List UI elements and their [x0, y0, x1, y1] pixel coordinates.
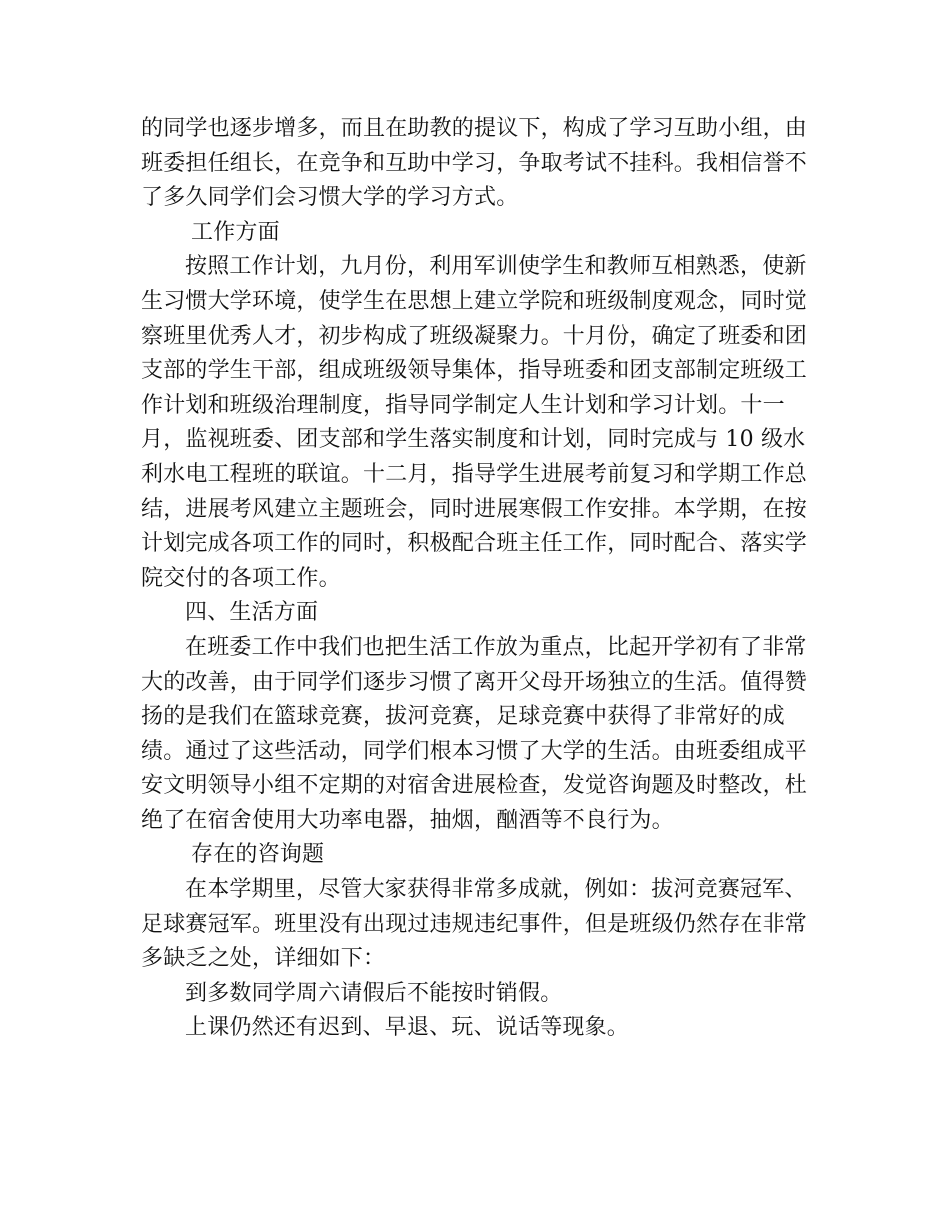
paragraph-work: 按照工作计划，九月份，利用军训使学生和教师互相熟悉，使新生习惯大学环境，使学生在思想上建立学院和班级制度观念，同时觉察班里优秀人才，初步构成了班级凝聚力。十月份，确定了班委和团支部的学生干部，组成班级领导集体，指导班委和团支部制定班级工作计划和班级治理制度，指导同学制定人生计划和学习计划。十一月，监视班委、团支部和学生落实制度和计划，同时完成与 10 级水利水电工程班的联谊。十二月，指导学生进展考前复习和学期工作总结，进展考风建立主题班会，同时进展寒假工作安排。本学期，在按计划完成各项工作的同时，积极配合班主任工作，同时配合、落实学院交付的各项工作。 [141, 254, 808, 591]
paragraph-problem-item-2: 上课仍然还有迟到、早退、玩、说话等现象。 [185, 1015, 630, 1041]
paragraph-problems: 在本学期里，尽管大家获得非常多成就，例如：拔河竞赛冠军、足球赛冠军。班里没有出现过违规违纪事件，但是班级仍然存在非常多缺乏之处，详细如下： [141, 877, 808, 972]
paragraph-problem-item-1: 到多数同学周六请假后不能按时销假。 [185, 980, 563, 1006]
section-heading-work: 工作方面 [191, 219, 280, 245]
section-heading-problems: 存在的咨询题 [191, 842, 325, 868]
section-heading-life: 四、生活方面 [185, 600, 319, 626]
paragraph-life: 在班委工作中我们也把生活工作放为重点，比起开学初有了非常大的改善，由于同学们逐步习惯了离开父母开场独立的生活。值得赞扬的是我们在篮球竞赛，拔河竞赛，足球竞赛中获得了非常好的成绩。通过了这些活动，同学们根本习惯了大学的生活。由班委组成平安文明领导小组不定期的对宿舍进展检查，发觉咨询题及时整改，杜绝了在宿舍使用大功率电器，抽烟，酗酒等不良行为。 [141, 634, 808, 833]
paragraph-continuation: 的同学也逐步增多，而且在助教的提议下，构成了学习互助小组，由班委担任组长，在竞争和互助中学习，争取考试不挂科。我相信誉不了多久同学们会习惯大学的学习方式。 [141, 116, 808, 211]
document-body [141, 112, 813, 1046]
